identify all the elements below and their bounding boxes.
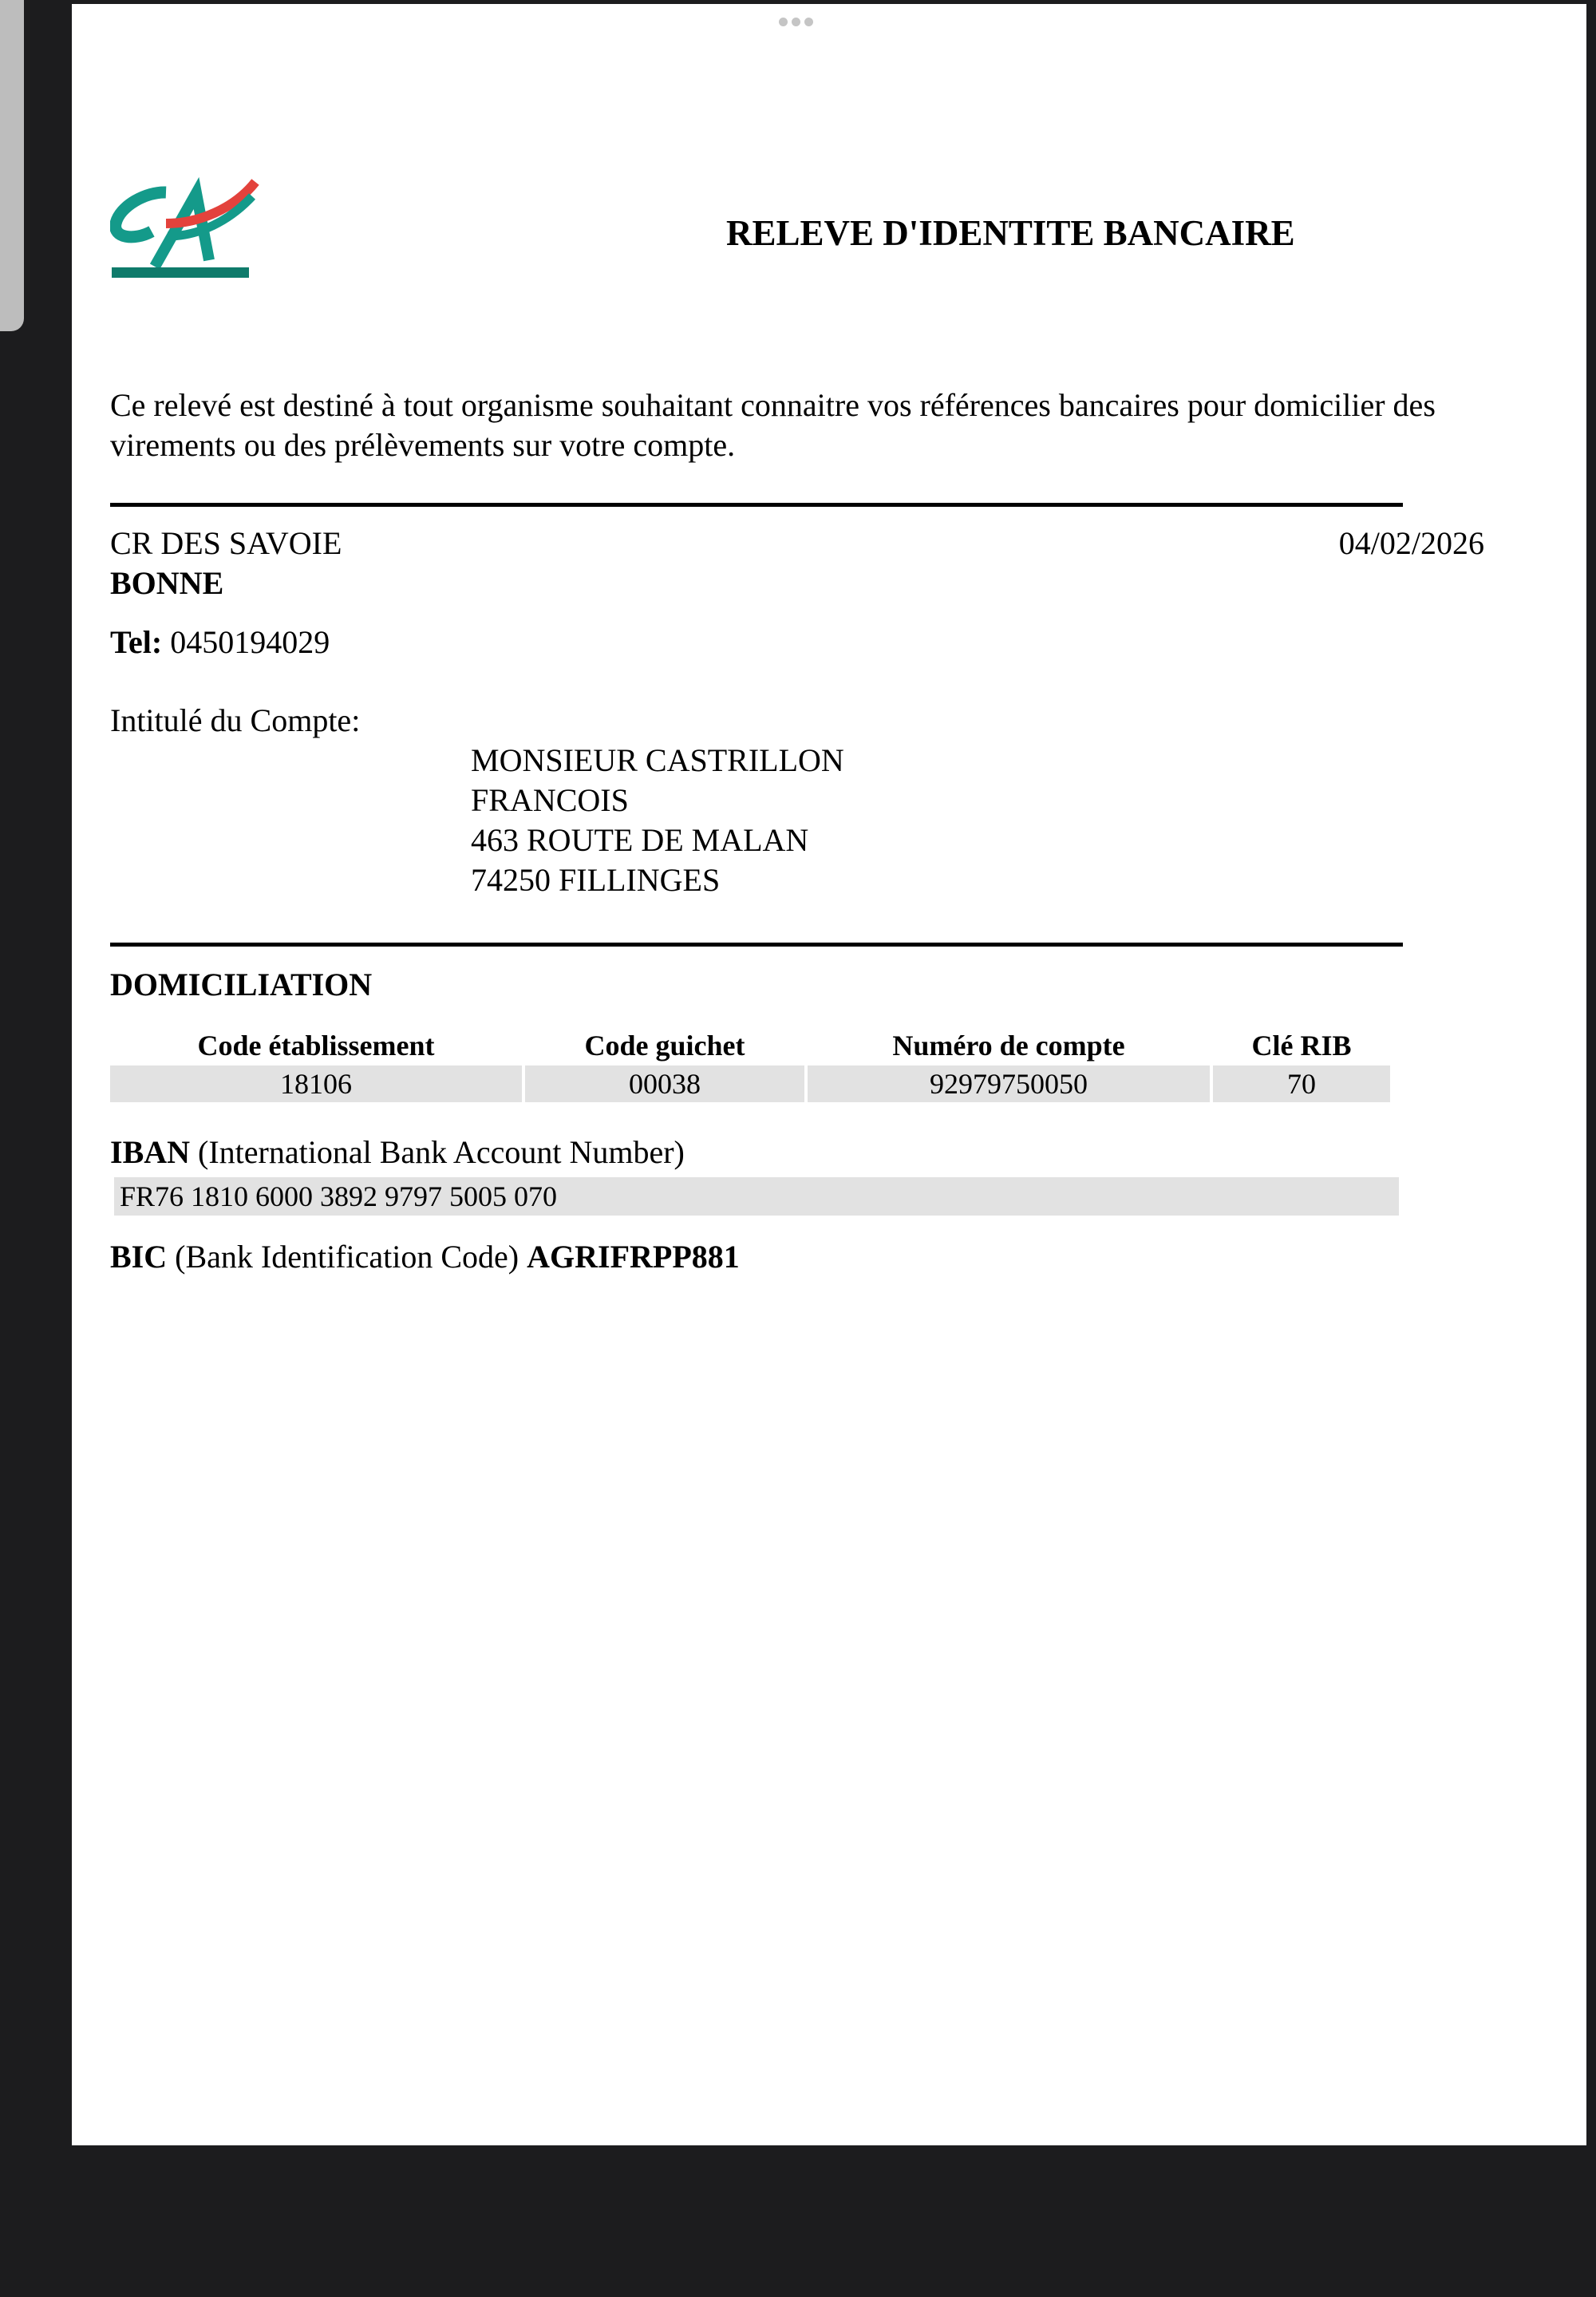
header-account-number: Numéro de compte [892, 1030, 1125, 1062]
divider [110, 503, 1403, 507]
header-bank-code: Code établissement [197, 1030, 435, 1062]
agency-phone [110, 623, 330, 662]
divider [110, 943, 1403, 947]
agency-region: CR DES SAVOIE [110, 525, 342, 561]
holder-line: 463 ROUTE DE MALAN [471, 822, 809, 858]
account-holder-address [471, 741, 844, 900]
bic-line [110, 1237, 740, 1277]
holder-line: MONSIEUR CASTRILLON [471, 742, 844, 778]
holder-line: FRANCOIS [471, 782, 629, 818]
domiciliation-title: DOMICILIATION [110, 967, 373, 1002]
iban-value: FR76 1810 6000 3892 9797 5005 070 [114, 1177, 1399, 1216]
document-title: RELEVE D'IDENTITE BANCAIRE [726, 213, 1295, 253]
bic-label: BIC [110, 1239, 168, 1275]
header-rib-key: Clé RIB [1251, 1030, 1352, 1062]
bic-value: AGRIFRPP881 [527, 1239, 740, 1275]
value-account-number: 92979750050 [808, 1065, 1210, 1102]
agency-block [110, 524, 342, 603]
intro-text: Ce relevé est destiné à tout organisme souhaitant connaitre vos références bancaires pour domicilier des virements ou des prélèvements sur votre compte. [110, 387, 1436, 463]
account-holder-label: Intitulé du Compte: [110, 702, 361, 738]
iban-description: (International Bank Account Number) [198, 1134, 685, 1170]
rib-header-row [110, 1026, 1403, 1065]
more-options-icon[interactable] [779, 18, 813, 26]
rib-values-row [110, 1065, 1403, 1102]
holder-line: 74250 FILLINGES [471, 862, 721, 898]
rib-table [110, 1026, 1403, 1102]
phone-value: 0450194029 [170, 624, 330, 660]
bic-description: (Bank Identification Code) [175, 1239, 519, 1275]
value-branch-code: 00038 [525, 1065, 804, 1102]
iban-label: IBAN [110, 1134, 191, 1170]
value-rib-key: 70 [1213, 1065, 1390, 1102]
iban-label-line [110, 1133, 685, 1172]
document-date: 04/02/2026 [1338, 525, 1484, 561]
value-bank-code: 18106 [110, 1065, 522, 1102]
agency-branch: BONNE [110, 565, 224, 601]
bank-logo-icon [110, 174, 262, 283]
header-branch-code: Code guichet [584, 1030, 745, 1062]
side-panel-tab[interactable] [0, 0, 24, 331]
phone-label: Tel: [110, 624, 163, 660]
